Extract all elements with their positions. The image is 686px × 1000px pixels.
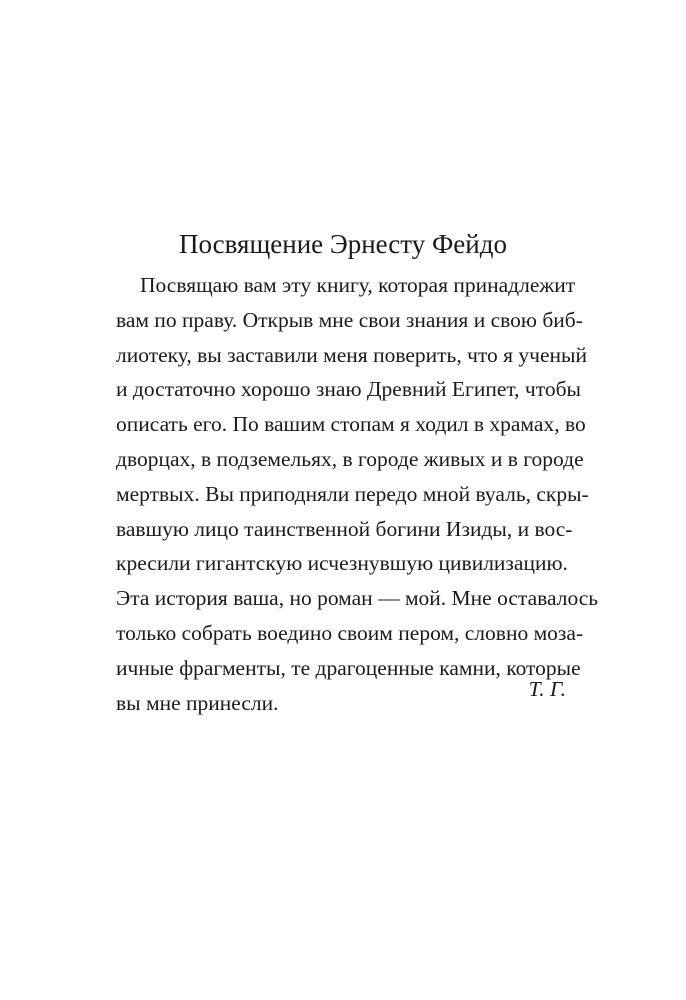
author-signature: Т. Г.: [528, 677, 566, 701]
text-line: мертвых. Вы приподняли передо мной вуаль, скры-: [116, 481, 589, 506]
text-line: ичные фрагменты, те драгоценные камни, которые: [116, 655, 581, 680]
text-line: вы мне принесли.: [116, 690, 279, 715]
dedication-text: [116, 268, 599, 720]
text-line: лиотеку, вы заставили меня поверить, что я ученый: [116, 342, 587, 367]
text-line: дворцах, в подземельях, в городе живых и в городе: [116, 446, 584, 471]
text-line: вавшую лицо таинственной богини Изиды, и вос-: [116, 516, 573, 541]
text-line: вам по праву. Открыв мне свои знания и свою биб-: [116, 307, 583, 332]
text-line: только собрать воедино своим пером, словно моза-: [116, 620, 584, 645]
text-line: Посвящаю вам эту книгу, которая принадлежит: [140, 273, 576, 297]
dedication-title: Посвящение Эрнесту Фейдо: [179, 229, 507, 259]
text-line: Эта история ваша, но роман — мой. Мне оставалось: [116, 586, 599, 611]
text-line: и достаточно хорошо знаю Древний Египет, чтобы: [116, 377, 581, 402]
text-line: кресили гигантскую исчезнувшую цивилизацию.: [116, 551, 568, 576]
text-line: описать его. По вашим стопам я ходил в храмах, во: [116, 412, 586, 437]
